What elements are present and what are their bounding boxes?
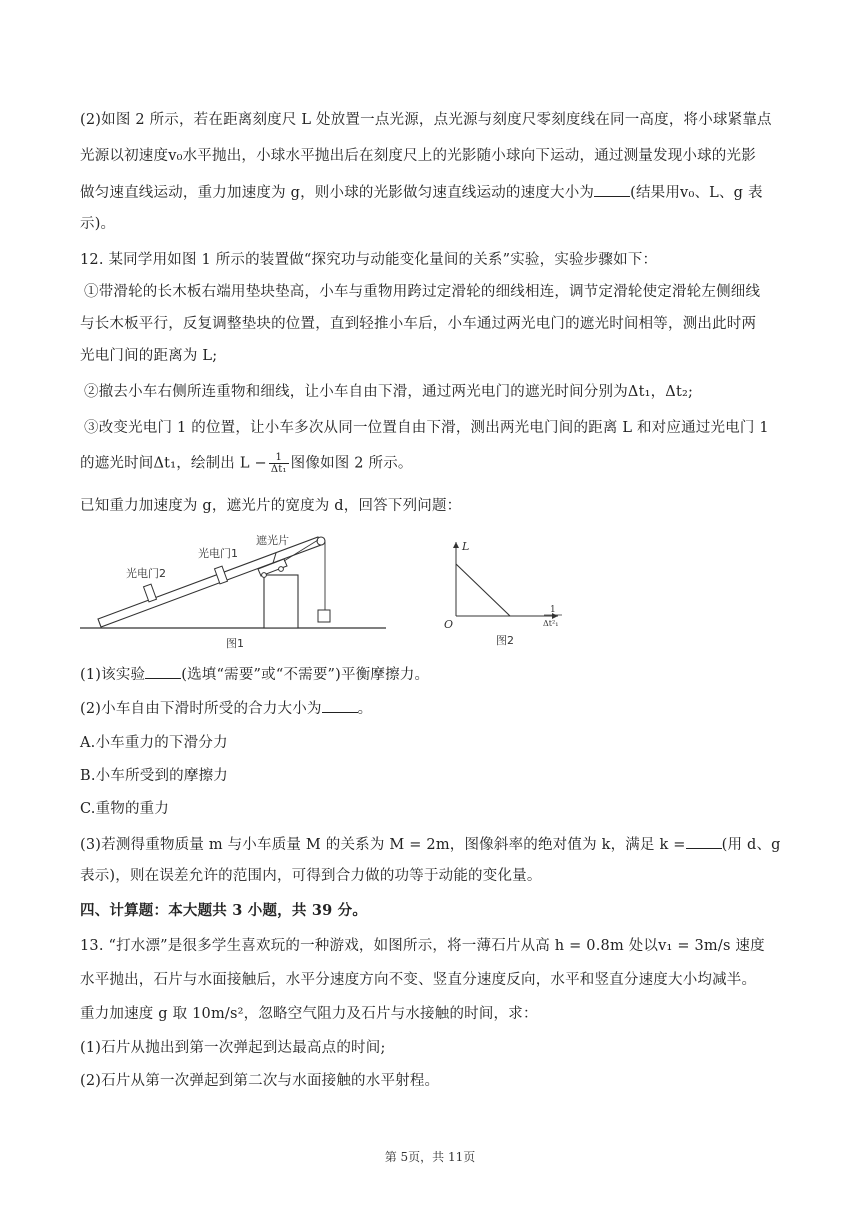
- label-gate2: 光电门2: [126, 567, 166, 580]
- q13-line3: 重力加速度 g 取 10m/s²，忽略空气阻力及石片与水接触的时间，求：: [80, 1006, 538, 1022]
- q12-part1: [80, 664, 429, 685]
- q12-given: 已知重力加速度为 g，遮光片的宽度为 d，回答下列问题：: [80, 498, 462, 514]
- q12-part3-line2: 表示)，则在误差允许的范围内，可得到合力做的功等于动能的变化量。: [80, 868, 542, 884]
- label-shade: 遮光片: [256, 534, 289, 547]
- q12-text: 图像如图 2 所示。: [290, 455, 413, 472]
- axis-x-denominator: Δt²₁: [543, 619, 559, 628]
- q12-step3-line1: ③改变光电门 1 的位置，让小车多次从同一位置自由下滑，测出两光电门间的距离 L 和对应通过光电门 1: [84, 420, 769, 436]
- q12-text: (1)该实验: [80, 667, 146, 683]
- fraction: [269, 452, 289, 475]
- q12-step1-line3: 光电门间的距离为 L;: [80, 348, 218, 364]
- q11-text: 做匀速直线运动，重力加速度为 g，则小球的光影做匀速直线运动的速度大小为: [80, 185, 595, 201]
- q11-text: (结果用v₀、L、g 表: [630, 185, 763, 201]
- answer-blank: [686, 834, 722, 849]
- q13-line2: 水平抛出，石片与水面接触后，水平分速度方向不变、竖直分速度反向，水平和竖直分速度大小均减半。: [80, 972, 757, 988]
- q13-line1: 13. “打水漂”是很多学生喜欢玩的一种游戏，如图所示，将一薄石片从高 h = 0.8m 处以v₁ = 3m/s 速度: [80, 938, 765, 954]
- q13-sub1: (1)石片从抛出到第一次弹起到达最高点的时间;: [80, 1040, 386, 1056]
- q12-step1-line2: 与长木板平行，反复调整垫块的位置，直到轻推小车后，小车通过两光电门的遮光时间相等，测出此时两: [80, 316, 757, 332]
- q12-part3-line1: [80, 834, 781, 855]
- option-b: B.小车所受到的摩擦力: [80, 768, 228, 784]
- q12-text: (用 d、g: [721, 837, 781, 853]
- q11-part2-line1: (2)如图 2 所示，若在距离刻度尺 L 处放置一点光源，点光源与刻度尺零刻度线在同一高度，将小球紧靠点: [80, 112, 772, 128]
- q12-text: (3)若测得重物质量 m 与小车质量 M 的关系为 M = 2m，图像斜率的绝对值为 k，满足 k =: [80, 837, 686, 853]
- q11-part2-line2: 光源以初速度v₀水平抛出，小球水平抛出后在刻度尺上的光影随小球向下运动，通过测量发现小球的光影: [80, 148, 756, 164]
- q12-text: (2)小车自由下滑时所受的合力大小为: [80, 701, 322, 717]
- page-footer: 第 5页，共 11页: [384, 1150, 476, 1164]
- q12-part2: [80, 698, 372, 719]
- q11-part2-line4: 示)。: [80, 216, 116, 232]
- axis-y-label: L: [462, 540, 470, 553]
- figure-1-caption: 图1: [226, 637, 244, 650]
- answer-blank: [322, 698, 358, 713]
- section-heading: 四、计算题：本大题共 3 小题，共 39 分。: [80, 902, 368, 919]
- figure-1-apparatus: [78, 525, 388, 653]
- figure-2-graph: [440, 532, 570, 650]
- q12-step1-line1: ①带滑轮的长木板右端用垫块垫高，小车与重物用跨过定滑轮的细线相连，调节定滑轮使定滑轮左侧细线: [84, 284, 761, 300]
- q11-part2-line3: [80, 182, 763, 203]
- q12-text: 。: [357, 701, 373, 717]
- figure-2-caption: 图2: [496, 634, 514, 647]
- axis-x-numerator: 1: [550, 605, 556, 615]
- fraction-denominator: Δt₁: [270, 464, 287, 475]
- q12-intro: 12. 某同学用如图 1 所示的装置做“探究功与动能变化量间的关系”实验，实验步骤如下：: [80, 252, 658, 268]
- q12-text: 的遮光时间Δt₁，绘制出 L −: [80, 455, 267, 472]
- label-gate1: 光电门1: [198, 547, 238, 560]
- q12-step2: ②撤去小车右侧所连重物和细线，让小车自由下滑，通过两光电门的遮光时间分别为Δt₁，Δt₂;: [84, 384, 694, 400]
- option-c: C.重物的重力: [80, 801, 170, 817]
- answer-blank: [594, 182, 630, 197]
- answer-blank: [145, 664, 181, 679]
- q12-text: (选填“需要”或“不需要”)平衡摩擦力。: [181, 667, 430, 683]
- fraction-numerator: 1: [269, 452, 289, 464]
- option-a: A.小车重力的下滑分力: [80, 735, 228, 751]
- q12-step3-line2: [80, 452, 413, 475]
- q13-sub2: (2)石片从第一次弹起到第二次与水面接触的水平射程。: [80, 1073, 440, 1089]
- origin-label: O: [444, 618, 454, 631]
